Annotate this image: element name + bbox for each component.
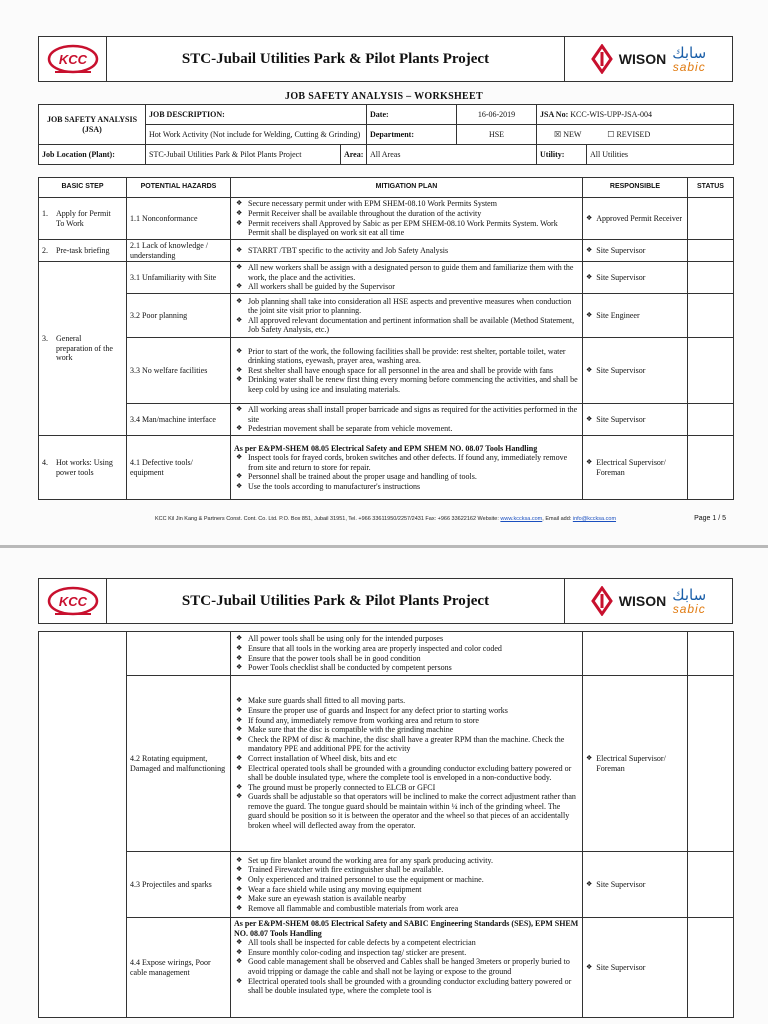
wison-logo-text: WISON	[618, 51, 667, 67]
mitigation-item: ❖ Correct installation of Wheel disk, bits and etc	[234, 754, 579, 764]
wison-logo-icon	[591, 586, 613, 616]
responsible-cell: ❖ Site Engineer	[583, 294, 688, 338]
responsible-cell: ❖ Site Supervisor	[583, 338, 688, 404]
kcc-logo	[39, 37, 107, 81]
responsible-text: Site Supervisor	[596, 962, 646, 972]
wison-logo-icon	[591, 44, 613, 74]
mitigation-item: ❖ All tools shall be inspected for cable defects by a competent electrician	[234, 938, 579, 948]
area-value: All Areas	[367, 145, 537, 165]
page-header	[38, 578, 733, 624]
mitigation-item: ❖ Ensure the proper use of guards and Inspect for any defect prior to starting works	[234, 706, 579, 716]
footer-website-link[interactable]: www.kccksa.com	[500, 516, 543, 522]
responsible-text: Electrical Supervisor/ Foreman	[596, 458, 666, 477]
mitigation-item: ❖ The ground must be properly connected to ELCB or GFCI	[234, 783, 579, 793]
mitigation-item: ❖ Make sure guards shall fitted to all moving parts.	[234, 696, 579, 706]
responsible-cell: ❖ Electrical Supervisor/ Foreman	[583, 676, 688, 852]
mitigation-item: ❖ Prior to start of the work, the following facilities shall be provide: rest shelter, portable toilet, water drinking stations, eyewash, prayer area, washing area.	[234, 347, 579, 366]
mitigation-item: ❖ Guards shall be adjustable so that operators will be inclined to make the correct adjustment rather than remove the guard. The tongue guard should be maintain within ¼ inch of the grinding wheel. The guard should be position so it is between the operator and the wheel so that pieces of an accidentally broken wheel will deflected away from the operator.	[234, 792, 579, 830]
hazard-cell: 3.1 Unfamiliarity with Site	[127, 262, 231, 294]
step-text: Pre-task briefing	[56, 245, 110, 255]
table-row	[39, 404, 734, 436]
sabic-latin-text: sabic	[672, 59, 706, 74]
status-cell	[688, 676, 734, 852]
mitigation-cell	[231, 632, 583, 676]
revised-checkbox: ☐ REVISED	[607, 129, 651, 139]
responsible-cell: ❖ Site Supervisor	[583, 240, 688, 262]
mitigation-cell	[231, 338, 583, 404]
mitigation-item: ❖ Good cable management shall be observed and Cables shall be hanged 3meters or properly buried to avoid tripping or damage the cable and shall not be laying or expose to the ground	[234, 957, 579, 976]
job-description-label: JOB DESCRIPTION:	[146, 105, 367, 125]
mitigation-item: ❖ All working areas shall install proper barricade and signs as required for the activities performed in the site	[234, 405, 579, 424]
mitigation-item: ❖ Drinking water shall be renew first thing every morning before commencing the activities, and shall be keep cold by using ice and insulating materials.	[234, 375, 579, 394]
area-label: Area:	[341, 145, 367, 165]
mitigation-item: ❖ Ensure monthly color-coding and inspection tag/ sticker are present.	[234, 948, 579, 958]
responsible-text: Site Supervisor	[596, 272, 646, 282]
responsible-text: Approved Permit Receiver	[596, 213, 683, 223]
table-row	[39, 198, 734, 240]
location-label: Job Location (Plant):	[39, 145, 146, 165]
mitigation-item: ❖ Inspect tools for frayed cords, broken switches and other defects. If found any, immediately remove from site and return to store for repair.	[234, 453, 579, 472]
table-row	[39, 338, 734, 404]
mitigation-item: ❖ Check the RPM of disc & machine, the disc shall have a greater RPM than the machine. Check the mandatory PPE and additional PPE for the activity	[234, 735, 579, 754]
utility-value: All Utilities	[587, 145, 734, 165]
mitigation-item: ❖ Ensure that all tools in the working area are properly inspected and color coded	[234, 644, 579, 654]
table-row	[39, 240, 734, 262]
jsa-worksheet-table	[38, 177, 734, 500]
project-title: STC-Jubail Utilities Park & Pilot Plants Project	[181, 592, 490, 609]
jsa-no-value: KCC-WIS-UPP-JSA-004	[570, 109, 653, 119]
responsible-text: Electrical Supervisor/ Foreman	[596, 753, 666, 773]
mitigation-item: ❖ Ensure that the power tools shall be in good condition	[234, 654, 579, 664]
mitigation-cell	[231, 240, 583, 262]
footer-address: KCC Kil Jin Kang & Partners Const. Cont. Co. Ltd. P.O. Box 851, Jubail 31951, Tel. +966 33611950/2257/2431 Fax: +966 33622162 Website:	[154, 516, 499, 522]
responsible-text: Site Supervisor	[596, 365, 646, 375]
mitigation-item: ❖ Make sure an eyewash station is available nearby	[234, 894, 579, 904]
step-text: General preparation of the work	[56, 334, 113, 363]
mitigation-item: ❖ Permit receivers shall Approved by Sabic as per EPM SHEM-08.10 Work Permits System. Work Permit shall be displayed on work sit eat all time	[234, 219, 579, 238]
mitigation-item: ❖ Remove all flammable and combustible materials from work area	[234, 904, 579, 914]
hazard-cell: 3.4 Man/machine interface	[127, 404, 231, 436]
svg-text:KCC: KCC	[58, 594, 87, 609]
department-value: HSE	[457, 125, 537, 145]
table-row	[39, 262, 734, 294]
client-logos	[564, 579, 732, 623]
sabic-latin-text: sabic	[672, 601, 706, 616]
step-number: 3.	[42, 334, 48, 344]
mitigation-item: ❖ Wear a face shield while using any moving equipment	[234, 885, 579, 895]
responsible-cell: ❖ Electrical Supervisor/ Foreman	[583, 436, 688, 500]
step-number: 2.	[42, 245, 48, 255]
date-label: Date:	[367, 105, 457, 125]
table-row	[39, 918, 734, 1018]
responsible-text: Site Supervisor	[596, 245, 646, 255]
hazard-cell: 3.3 No welfare facilities	[127, 338, 231, 404]
step-number: 4.	[42, 458, 48, 468]
wison-logo-text: WISON	[618, 593, 667, 609]
jsa-no-label: JSA No:	[540, 109, 569, 119]
mitigation-item: ❖ All workers shall be guided by the Supervisor	[234, 282, 579, 292]
mitigation-item: ❖ All new workers shall be assign with a designated person to guide them and familiarize them with the work, the place and the activities.	[234, 263, 579, 282]
mitigation-cell	[231, 852, 583, 918]
jsa-info-table	[38, 104, 734, 165]
status-cell	[688, 852, 734, 918]
mitigation-cell	[231, 262, 583, 294]
kcc-logo	[39, 579, 107, 623]
responsible-cell: ❖ Site Supervisor	[583, 262, 688, 294]
responsible-text: Site Engineer	[596, 310, 640, 320]
footer-email-label: , Email add:	[542, 516, 572, 522]
project-title: STC-Jubail Utilities Park & Pilot Plants Project	[181, 50, 490, 67]
mitigation-item: ❖ Power Tools checklist shall be conducted by competent persons	[234, 663, 579, 673]
column-header: BASIC STEP	[39, 178, 127, 198]
mitigation-item: ❖ Rest shelter shall have enough space for all personnel in the area and shall be provide with fans	[234, 366, 579, 376]
hazard-cell: 1.1 Nonconformance	[127, 198, 231, 240]
hazard-cell: 3.2 Poor planning	[127, 294, 231, 338]
responsible-text: Site Supervisor	[596, 879, 646, 889]
responsible-cell: ❖ Site Supervisor	[583, 918, 688, 1018]
page-number: Page 1 / 5	[694, 515, 726, 522]
footer-email-link[interactable]: info@kccksa.com	[572, 516, 617, 522]
status-cell	[688, 294, 734, 338]
responsible-text: Site Supervisor	[596, 414, 646, 424]
jsa-worksheet-table-continued	[38, 631, 734, 1018]
sabic-logo	[672, 585, 707, 616]
hazard-cell	[127, 632, 231, 676]
column-header: POTENTIAL HAZARDS	[127, 178, 231, 198]
responsible-cell	[583, 632, 688, 676]
job-description-value: Hot Work Activity (Not include for Welding, Cutting & Grinding)	[146, 125, 367, 145]
hazard-cell: 4.2 Rotating equipment, Damaged and malfunctioning	[127, 676, 231, 852]
svg-text:KCC: KCC	[58, 52, 87, 67]
step-text: Hot works: Using power tools	[56, 458, 113, 477]
mitigation-cell	[231, 198, 583, 240]
status-cell	[688, 198, 734, 240]
sabic-arabic-text: سابك	[672, 585, 707, 604]
table-row	[39, 632, 734, 676]
basic-step	[39, 240, 127, 262]
mitigation-item: ❖ Trained Firewatcher with fire extinguisher shall be available.	[234, 865, 579, 875]
responsible-cell: ❖ Site Supervisor	[583, 404, 688, 436]
table-row	[39, 852, 734, 918]
mitigation-item: ❖ Secure necessary permit under with EPM SHEM-08.10 Work Permits System	[234, 199, 579, 209]
hazard-cell: 4.3 Projectiles and sparks	[127, 852, 231, 918]
mitigation-item: ❖ Electrical operated tools shall be grounded with a grounding conductor excluding battery powered or shall be double insulated type, where the complete tool is	[234, 977, 579, 996]
mitigation-cell	[231, 676, 583, 852]
column-header: MITIGATION PLAN	[231, 178, 583, 198]
mitigation-cell	[231, 294, 583, 338]
mitigation-item: ❖ If found any, immediately remove from working area and return to store	[234, 716, 579, 726]
date-value: 16-06-2019	[457, 105, 537, 125]
mitigation-cell	[231, 436, 583, 500]
sabic-arabic-text: سابك	[672, 43, 707, 62]
page-header	[38, 36, 733, 82]
mitigation-item: ❖ Set up fire blanket around the working area for any spark producing activity.	[234, 856, 579, 866]
mitigation-item: ❖ Electrical operated tools shall be grounded with a grounding conductor excluding battery powered or shall be double insulated type, where the complete tool is enveloped in a non-conductive body.	[234, 764, 579, 783]
table-header-row	[39, 178, 734, 198]
step-text: Apply for Permit To Work	[56, 208, 111, 228]
status-cell	[688, 436, 734, 500]
sabic-logo	[672, 43, 707, 74]
hazard-cell: 2.1 Lack of knowledge / understanding	[127, 240, 231, 262]
mitigation-cell	[231, 918, 583, 1018]
mitigation-reference: As per E&PM-SHEM 08.05 Electrical Safety and SABIC Engineering Standards (SES), EPM SHEM NO. 08.07 Tools Handling	[234, 919, 579, 938]
mitigation-item: ❖ Permit Receiver shall be available throughout the duration of the activity	[234, 209, 579, 219]
mitigation-item: ❖ Make sure that the disc is compatible with the grinding machine	[234, 725, 579, 735]
status-cell	[688, 632, 734, 676]
jsa-label: JOB SAFETY ANALYSIS (JSA)	[39, 105, 146, 145]
mitigation-item: ❖ Only experienced and trained personnel to use the equipment or machine.	[234, 875, 579, 885]
location-value: STC-Jubail Utilities Park & Pilot Plants Project	[146, 145, 341, 165]
utility-label: Utility:	[537, 145, 587, 165]
mitigation-item: ❖ All approved relevant documentation and pertinent information shall be available (Method Statement, Job Safety Analysis, etc.)	[234, 316, 579, 335]
hazard-cell: 4.1 Defective tools/ equipment	[127, 436, 231, 500]
basic-step	[39, 436, 127, 500]
basic-step	[39, 262, 127, 436]
responsible-cell: ❖ Site Supervisor	[583, 852, 688, 918]
step-number: 1.	[42, 208, 48, 218]
mitigation-item: ❖ Use the tools according to manufacturer's instructions	[234, 482, 579, 492]
basic-step	[39, 198, 127, 240]
table-row	[39, 436, 734, 500]
status-cell	[688, 918, 734, 1018]
mitigation-reference: As per E&PM-SHEM 08.05 Electrical Safety and EPM SHEM NO. 08.07 Tools Handling	[234, 443, 538, 453]
client-logos	[564, 37, 732, 81]
mitigation-cell	[231, 404, 583, 436]
worksheet-title: JOB SAFETY ANALYSIS – WORKSHEET	[285, 91, 483, 102]
table-row	[39, 294, 734, 338]
mitigation-item: ❖ Personnel shall be trained about the proper usage and handling of tools.	[234, 472, 579, 482]
mitigation-item: ❖ Pedestrian movement shall be separate from vehicle movement.	[234, 424, 579, 434]
hazard-cell: 4.4 Expose wirings, Poor cable management	[127, 918, 231, 1018]
page-footer	[38, 516, 733, 522]
jsa-number	[537, 105, 734, 125]
column-header: STATUS	[688, 178, 734, 198]
basic-step	[39, 632, 127, 1018]
status-cell	[688, 338, 734, 404]
column-header: RESPONSIBLE	[583, 178, 688, 198]
mitigation-item: ❖ All power tools shall be using only for the intended purposes	[234, 634, 579, 644]
new-checkbox: ☒ NEW	[554, 129, 582, 139]
revision-status	[537, 125, 734, 145]
table-row	[39, 676, 734, 852]
mitigation-item: ❖ Job planning shall take into consideration all HSE aspects and preventive measures when conduction the joint site visit prior to planning.	[234, 297, 579, 316]
status-cell	[688, 240, 734, 262]
status-cell	[688, 404, 734, 436]
department-label: Department:	[367, 125, 457, 145]
status-cell	[688, 262, 734, 294]
mitigation-item: ❖ STARRT /TBT specific to the activity and Job Safety Analysis	[234, 246, 579, 256]
responsible-cell: ❖ Approved Permit Receiver	[583, 198, 688, 240]
